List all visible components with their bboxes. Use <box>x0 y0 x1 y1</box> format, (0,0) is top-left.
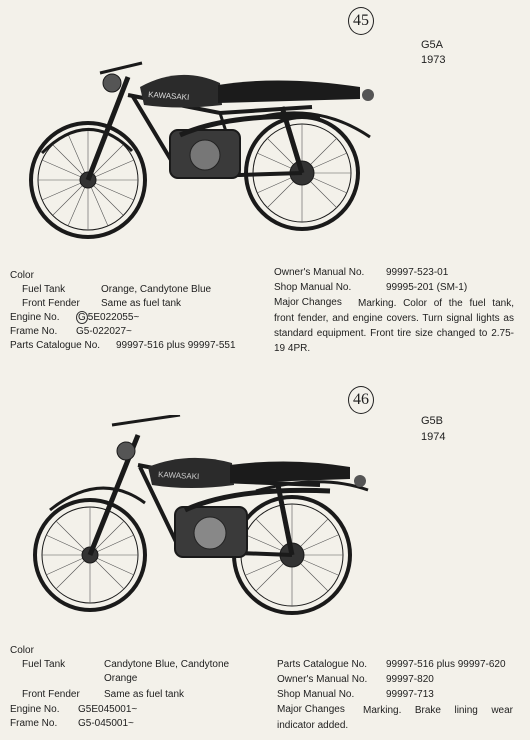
frame-no-value: G5-045001~ <box>78 718 134 729</box>
owners-manual-value: 99997-820 <box>386 674 434 685</box>
owners-manual-label: Owner's Manual No. <box>274 267 365 278</box>
parts-catalogue-label: Parts Catalogue No. <box>10 340 101 351</box>
engine-no-value: G5E045001~ <box>78 704 138 715</box>
major-changes-label: Major Changes <box>274 297 342 308</box>
model-code: G5A <box>421 39 444 51</box>
parts-catalogue-value: 99997-516 plus 99997-620 <box>386 659 506 670</box>
major-changes-label: Major Changes <box>277 704 345 715</box>
frame-no-label: Frame No. <box>10 718 58 729</box>
front-fender-value: Same as fuel tank <box>101 298 182 309</box>
front-fender-label: Front Fender <box>22 298 80 309</box>
motorcycle-photo-g5b <box>20 415 390 615</box>
parts-catalogue-value: 99997-516 plus 99997-551 <box>116 340 236 351</box>
shop-manual-label: Shop Manual No. <box>277 689 355 700</box>
front-fender-label: Front Fender <box>22 689 80 700</box>
motorcycle-photo-g5a <box>20 55 390 245</box>
owners-manual-label: Owner's Manual No. <box>277 674 368 685</box>
fuel-tank-value: Orange, Candytone Blue <box>101 284 212 295</box>
frame-no-value: G5-022027~ <box>76 326 132 337</box>
entry-number-badge: 45 <box>348 7 374 35</box>
model-year: 1973 <box>421 54 446 66</box>
shop-manual-value: 99995-201 (SM-1) <box>386 282 468 293</box>
frame-no-label: Frame No. <box>10 326 58 337</box>
model-year: 1974 <box>421 431 446 443</box>
svg-text:KAWASAKI: KAWASAKI <box>157 470 200 482</box>
circled-character-mark: G <box>78 312 86 323</box>
fuel-tank-label: Fuel Tank <box>22 659 66 670</box>
engine-no-label: Engine No. <box>10 312 60 323</box>
svg-text:KAWASAKI: KAWASAKI <box>147 90 190 102</box>
major-changes-text: Marking. Brake lining wear indicator added. <box>277 705 513 731</box>
engine-no-value <box>76 311 139 325</box>
engine-no-rest: 5E022055~ <box>87 312 140 323</box>
owners-manual-value: 99997-523-01 <box>386 267 449 278</box>
color-label: Color <box>10 645 34 656</box>
color-label: Color <box>10 270 34 281</box>
fuel-tank-value: Candytone Blue, Candytone <box>104 659 230 670</box>
fuel-tank-label: Fuel Tank <box>22 284 66 295</box>
engine-no-label: Engine No. <box>10 704 60 715</box>
parts-catalogue-label: Parts Catalogue No. <box>277 659 368 670</box>
fuel-tank-value-cont: Orange <box>104 673 138 684</box>
shop-manual-value: 99997-713 <box>386 689 434 700</box>
model-code: G5B <box>421 415 444 427</box>
shop-manual-label: Shop Manual No. <box>274 282 352 293</box>
entry-number-badge: 46 <box>348 386 374 414</box>
major-changes-text: Marking. Color of the fuel tank, front fender, and engine covers. Turn signal lights as standard equipment. Front tire size changed to 2.75-19 4PR. <box>274 298 514 354</box>
front-fender-value: Same as fuel tank <box>104 689 185 700</box>
